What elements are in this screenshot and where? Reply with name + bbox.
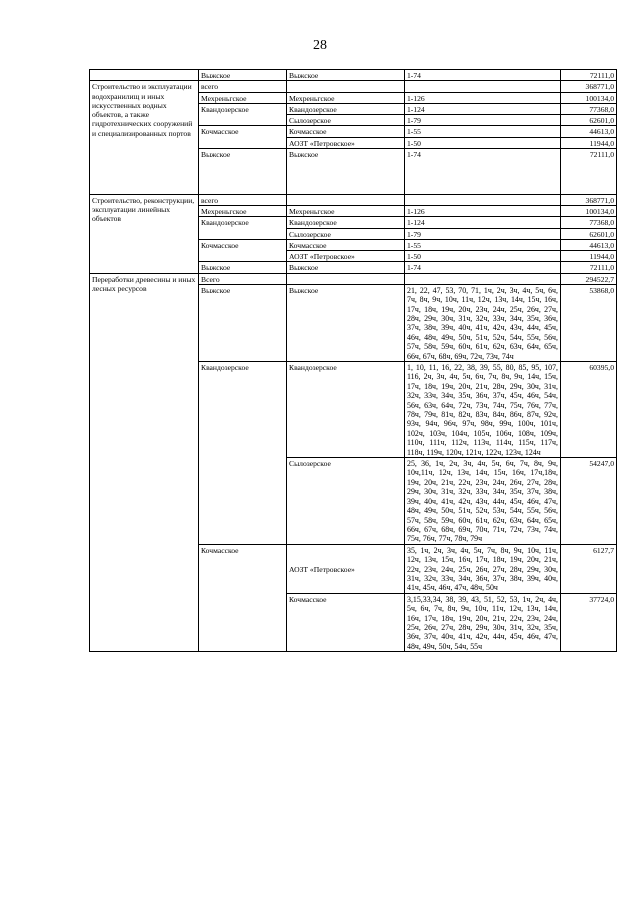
area-cell: 54247,0 (561, 458, 617, 545)
district-forestry-cell: АОЗТ «Петровское» (287, 137, 405, 148)
area-cell: 44613,0 (561, 126, 617, 137)
quarters-cell: 35, 1ч, 2ч, 3ч, 4ч, 5ч, 7ч, 8ч, 9ч, 10ч, 11ч, 12ч, 13ч, 15ч, 16ч, 17ч, 18ч, 19ч, 20ч, 21ч, 22ч, 23ч, 24ч, 25ч, 26ч, 27ч, 28ч, 29ч, 30ч, 31ч, 32ч, 33ч, 34ч, 36ч, 37ч, 38ч, 39ч, 40ч, 41ч, 45ч, 46ч, 47ч, 48ч, 50ч (405, 544, 561, 593)
area-cell: 368771,0 (561, 81, 617, 92)
quarters-cell: 1-74 (405, 70, 561, 81)
table-row (90, 194, 617, 205)
quarters-cell: 25, 36, 1ч, 2ч, 3ч, 4ч, 5ч, 6ч, 7ч, 8ч, 9ч, 10ч,11ч, 12ч, 13ч, 14ч, 15ч, 16ч, 17ч,18ч, 19ч, 20ч, 21ч, 22ч, 23ч, 24ч, 26ч, 27ч, 28ч, 29ч, 30ч, 31ч, 32ч, 33ч, 34ч, 35ч, 37ч, 38ч, 39ч, 40ч, 41ч, 42ч, 43ч, 44ч, 45ч, 46ч, 47ч, 48ч, 49ч, 50ч, 51ч, 52ч, 53ч, 54ч, 55ч, 56ч, 57ч, 58ч, 59ч, 60ч, 61ч, 62ч, 63ч, 64ч, 65ч, 66ч, 67ч, 68ч, 69ч, 70ч, 71ч, 72ч, 73ч, 74ч, 75ч, 76ч, 77ч, 78ч, 79ч (405, 458, 561, 545)
district-forestry-cell: Мехреньгское (287, 206, 405, 217)
quarters-cell: 1-124 (405, 217, 561, 228)
quarters-cell (405, 273, 561, 284)
quarters-cell: 1-79 (405, 228, 561, 239)
district-forestry-cell: Сылозерское (287, 228, 405, 239)
quarters-cell: 1-74 (405, 148, 561, 194)
forestry-cell: всего (199, 81, 287, 92)
area-cell: 100134,0 (561, 92, 617, 103)
quarters-cell: 1-55 (405, 239, 561, 250)
forestry-cell: Кочмасское (199, 544, 287, 651)
forestry-cell: Выжское (199, 284, 287, 361)
forestry-cell: Всего (199, 273, 287, 284)
area-cell: 77368,0 (561, 103, 617, 114)
purpose-cell: Строительство, реконструкции, эксплуатации линейных объектов (90, 194, 199, 273)
quarters-cell (405, 81, 561, 92)
area-cell: 60395,0 (561, 362, 617, 458)
forest-use-table (89, 69, 617, 652)
forestry-cell: Квандозерское (199, 217, 287, 240)
area-cell: 100134,0 (561, 206, 617, 217)
area-cell: 294522,7 (561, 273, 617, 284)
quarters-cell: 1-124 (405, 103, 561, 114)
forestry-cell: Выжское (199, 148, 287, 194)
district-forestry-cell: Квандозерское (287, 217, 405, 228)
purpose-cell: Строительство и эксплуатации водохранилищ и иных искусственных водных объектов, а также гидротехнических сооружений и специализированных портов (90, 81, 199, 195)
area-cell: 11944,0 (561, 137, 617, 148)
page-number: 28 (313, 38, 327, 53)
quarters-cell: 1-126 (405, 206, 561, 217)
district-forestry-cell: Выжское (287, 284, 405, 361)
table-row (90, 70, 617, 81)
forestry-cell: Выжское (199, 70, 287, 81)
area-cell: 53868,0 (561, 284, 617, 361)
area-cell: 72111,0 (561, 148, 617, 194)
district-forestry-cell: Выжское (287, 148, 405, 194)
district-forestry-cell: АОЗТ «Петровское» (287, 251, 405, 262)
district-forestry-cell: Выжское (287, 70, 405, 81)
district-forestry-cell (287, 194, 405, 205)
quarters-cell: 1-55 (405, 126, 561, 137)
area-cell: 72111,0 (561, 70, 617, 81)
quarters-cell: 21, 22, 47, 53, 70, 71, 1ч, 2ч, 3ч, 4ч, 5ч, 6ч, 7ч, 8ч, 9ч, 10ч, 11ч, 12ч, 13ч, 14ч, 15ч, 16ч, 17ч, 18ч, 19ч, 20ч, 23ч, 24ч, 25ч, 26ч, 27ч, 28ч, 29ч, 30ч, 31ч, 32ч, 33ч, 34ч, 35ч, 36ч, 37ч, 38ч, 39ч, 40ч, 41ч, 42ч, 43ч, 44ч, 45ч, 46ч, 48ч, 49ч, 50ч, 51ч, 52ч, 54ч, 55ч, 56ч, 57ч, 58ч, 59ч, 60ч, 61ч, 62ч, 63ч, 64ч, 65ч, 66ч, 67ч, 68ч, 69ч, 72ч, 73ч, 74ч (405, 284, 561, 361)
area-cell: 44613,0 (561, 239, 617, 250)
forestry-cell: Квандозерское (199, 362, 287, 545)
area-cell: 37724,0 (561, 593, 617, 651)
district-forestry-cell: Кочмасское (287, 126, 405, 137)
quarters-cell: 1-126 (405, 92, 561, 103)
district-forestry-cell: Сылозерское (287, 115, 405, 126)
table-row (90, 273, 617, 284)
district-forestry-cell: АОЗТ «Петровское» (287, 544, 405, 593)
quarters-cell: 1-50 (405, 251, 561, 262)
quarters-cell: 1, 10, 11, 16, 22, 38, 39, 55, 80, 85, 95, 107, 116, 2ч, 3ч, 4ч, 5ч, 6ч, 7ч, 8ч, 9ч, 14ч, 15ч, 17ч, 18ч, 19ч, 20ч, 21ч, 28ч, 29ч, 30ч, 31ч, 32ч, 33ч, 34ч, 35ч, 36ч, 37ч, 45ч, 46ч, 54ч, 56ч, 63ч, 64ч, 72ч, 73ч, 74ч, 75ч, 76ч, 77ч, 78ч, 79ч, 81ч, 82ч, 83ч, 84ч, 86ч, 87ч, 92ч, 93ч, 94ч, 96ч, 97ч, 98ч, 99ч, 100ч, 101ч, 102ч, 103ч, 104ч, 105ч, 106ч, 108ч, 109ч, 110ч, 111ч, 112ч, 113ч, 114ч, 115ч, 117ч, 118ч, 119ч, 120ч, 121ч, 122ч, 123ч, 124ч (405, 362, 561, 458)
table-row (90, 81, 617, 92)
forestry-cell: Выжское (199, 262, 287, 273)
district-forestry-cell: Квандозерское (287, 103, 405, 114)
quarters-cell (405, 194, 561, 205)
district-forestry-cell: Кочмасское (287, 239, 405, 250)
forestry-cell: всего (199, 194, 287, 205)
forestry-cell: Мехреньгское (199, 206, 287, 217)
purpose-cell (90, 70, 199, 81)
district-forestry-cell (287, 81, 405, 92)
area-cell: 368771,0 (561, 194, 617, 205)
forestry-cell: Квандозерское (199, 103, 287, 126)
district-forestry-cell: Кочмасское (287, 593, 405, 651)
district-forestry-cell: Сылозерское (287, 458, 405, 545)
quarters-cell: 3,15,33,34, 38, 39, 43, 51, 52, 53, 1ч, 2ч, 4ч, 5ч, 6ч, 7ч, 8ч, 9ч, 10ч, 11ч, 12ч, 13ч, 14ч, 16ч, 17ч, 18ч, 19ч, 20ч, 21ч, 22ч, 23ч, 24ч, 25ч, 26ч, 27ч, 28ч, 29ч, 30ч, 31ч, 32ч, 35ч, 36ч, 37ч, 40ч, 41ч, 42ч, 44ч, 45ч, 46ч, 47ч, 48ч, 49ч, 50ч, 54ч, 55ч (405, 593, 561, 651)
district-forestry-cell: Выжское (287, 262, 405, 273)
quarters-cell: 1-79 (405, 115, 561, 126)
quarters-cell: 1-50 (405, 137, 561, 148)
area-cell: 11944,0 (561, 251, 617, 262)
area-cell: 62601,0 (561, 228, 617, 239)
forestry-cell: Мехреньгское (199, 92, 287, 103)
area-cell: 77368,0 (561, 217, 617, 228)
district-forestry-cell (287, 273, 405, 284)
district-forestry-cell: Мехреньгское (287, 92, 405, 103)
forestry-cell: Кочмасское (199, 239, 287, 262)
district-forestry-cell: Квандозерское (287, 362, 405, 458)
area-cell: 72111,0 (561, 262, 617, 273)
area-cell: 62601,0 (561, 115, 617, 126)
area-cell: 6127,7 (561, 544, 617, 593)
purpose-cell: Переработки древесины и иных лесных ресурсов (90, 273, 199, 652)
forestry-cell: Кочмасское (199, 126, 287, 149)
quarters-cell: 1-74 (405, 262, 561, 273)
